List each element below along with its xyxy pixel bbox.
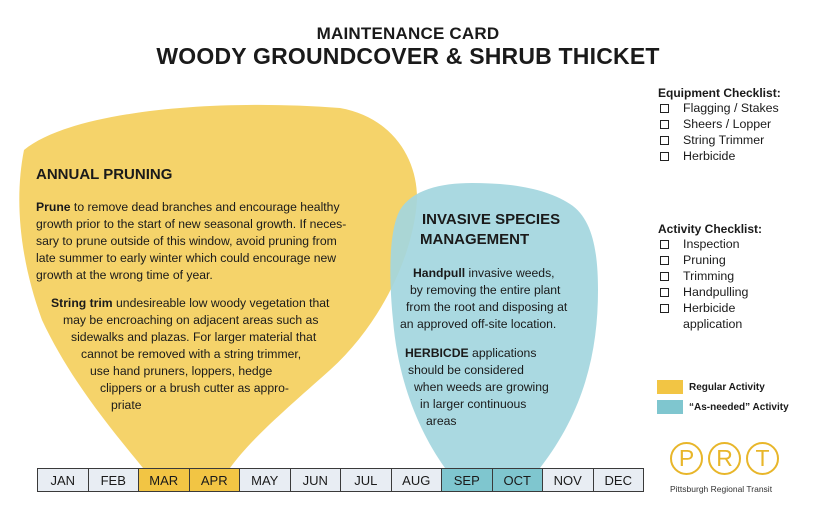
equipment-checklist-heading: Equipment Checklist:	[658, 86, 781, 100]
herbicide-lead: HERBICDE	[405, 346, 469, 360]
checklist-item[interactable]: String Trimmer	[658, 132, 808, 148]
checkbox[interactable]	[660, 288, 669, 297]
string-trim-paragraph: String trim undesireable low woody vegetation that may be encroaching on adjacent areas such as sidewalks and plazas. For larger material that cannot be removed with a string trimmer, use hand pruners, loppers, hedge clippers or a brush cutter as appro- priate	[51, 296, 330, 412]
activity-checklist-heading: Activity Checklist:	[658, 222, 763, 236]
string-trim-lead: String trim	[51, 296, 113, 310]
prt-logo	[670, 442, 779, 494]
logo-caption: Pittsburgh Regional Transit	[670, 484, 773, 494]
checklist-item[interactable]: Herbicide	[658, 300, 808, 316]
card-kicker: MAINTENANCE CARD	[316, 24, 500, 43]
checklist-item[interactable]: Handpulling	[658, 284, 808, 300]
legend-regular: Regular Activity	[657, 380, 789, 394]
handpull-lead: Handpull	[413, 266, 466, 280]
prune-lead: Prune	[36, 200, 71, 214]
month-cell: OCT	[493, 469, 544, 491]
month-cell: MAR	[139, 469, 190, 491]
legend-swatch-as-needed	[657, 400, 683, 414]
legend-as-needed: “As-needed” Activity	[657, 400, 789, 414]
checklist-item[interactable]: Herbicide	[658, 148, 808, 164]
logo-letter-p: P	[670, 442, 703, 475]
checkbox[interactable]	[660, 240, 669, 249]
herbicide-paragraph: HERBICDE applications should be considered when weeds are growing in larger continuous areas	[405, 346, 549, 428]
logo-letter-t: T	[746, 442, 779, 475]
checkbox[interactable]	[660, 272, 669, 281]
checkbox[interactable]	[660, 152, 669, 161]
logo-letter-r: R	[708, 442, 741, 475]
equipment-checklist	[658, 86, 808, 164]
month-cell: MAY	[240, 469, 291, 491]
checklist-item[interactable]: Flagging / Stakes	[658, 100, 808, 116]
month-cell: APR	[190, 469, 241, 491]
card-title: WOODY GROUNDCOVER & SHRUB THICKET	[156, 43, 660, 69]
checkbox[interactable]	[660, 256, 669, 265]
month-cell: FEB	[89, 469, 140, 491]
legend	[657, 380, 789, 414]
month-cell: NOV	[543, 469, 594, 491]
month-cell: DEC	[594, 469, 644, 491]
checkbox[interactable]	[660, 104, 669, 113]
checkbox[interactable]	[660, 120, 669, 129]
checkbox[interactable]	[660, 136, 669, 145]
checklist-item[interactable]: Pruning	[658, 252, 808, 268]
checklist-item[interactable]: Trimming	[658, 268, 808, 284]
legend-swatch-regular	[657, 380, 683, 394]
annual-pruning-heading: ANNUAL PRUNING	[36, 166, 173, 183]
month-cell: JUL	[341, 469, 392, 491]
checklist-item[interactable]: Inspection	[658, 236, 808, 252]
month-cell: SEP	[442, 469, 493, 491]
checklist-item-continuation: application	[683, 317, 743, 331]
handpull-paragraph: Handpull invasive weeds, by removing the entire plant from the root and disposing at an approved off-site location.	[400, 266, 568, 331]
month-cell: AUG	[392, 469, 443, 491]
activity-checklist	[658, 222, 808, 332]
month-cell: JAN	[38, 469, 89, 491]
checklist-item[interactable]: Sheers / Lopper	[658, 116, 808, 132]
invasive-heading: INVASIVE SPECIES MANAGEMENT	[420, 211, 561, 248]
month-cell: JUN	[291, 469, 342, 491]
month-strip	[37, 468, 644, 492]
prune-paragraph: Prune to remove dead branches and encourage healthy growth prior to the start of new seasonal growth. If neces- sary to prune outside of this window, avoid pruning from late summer to early winter which could encourage new growth at the wrong time of year.	[36, 200, 347, 282]
checkbox[interactable]	[660, 304, 669, 313]
